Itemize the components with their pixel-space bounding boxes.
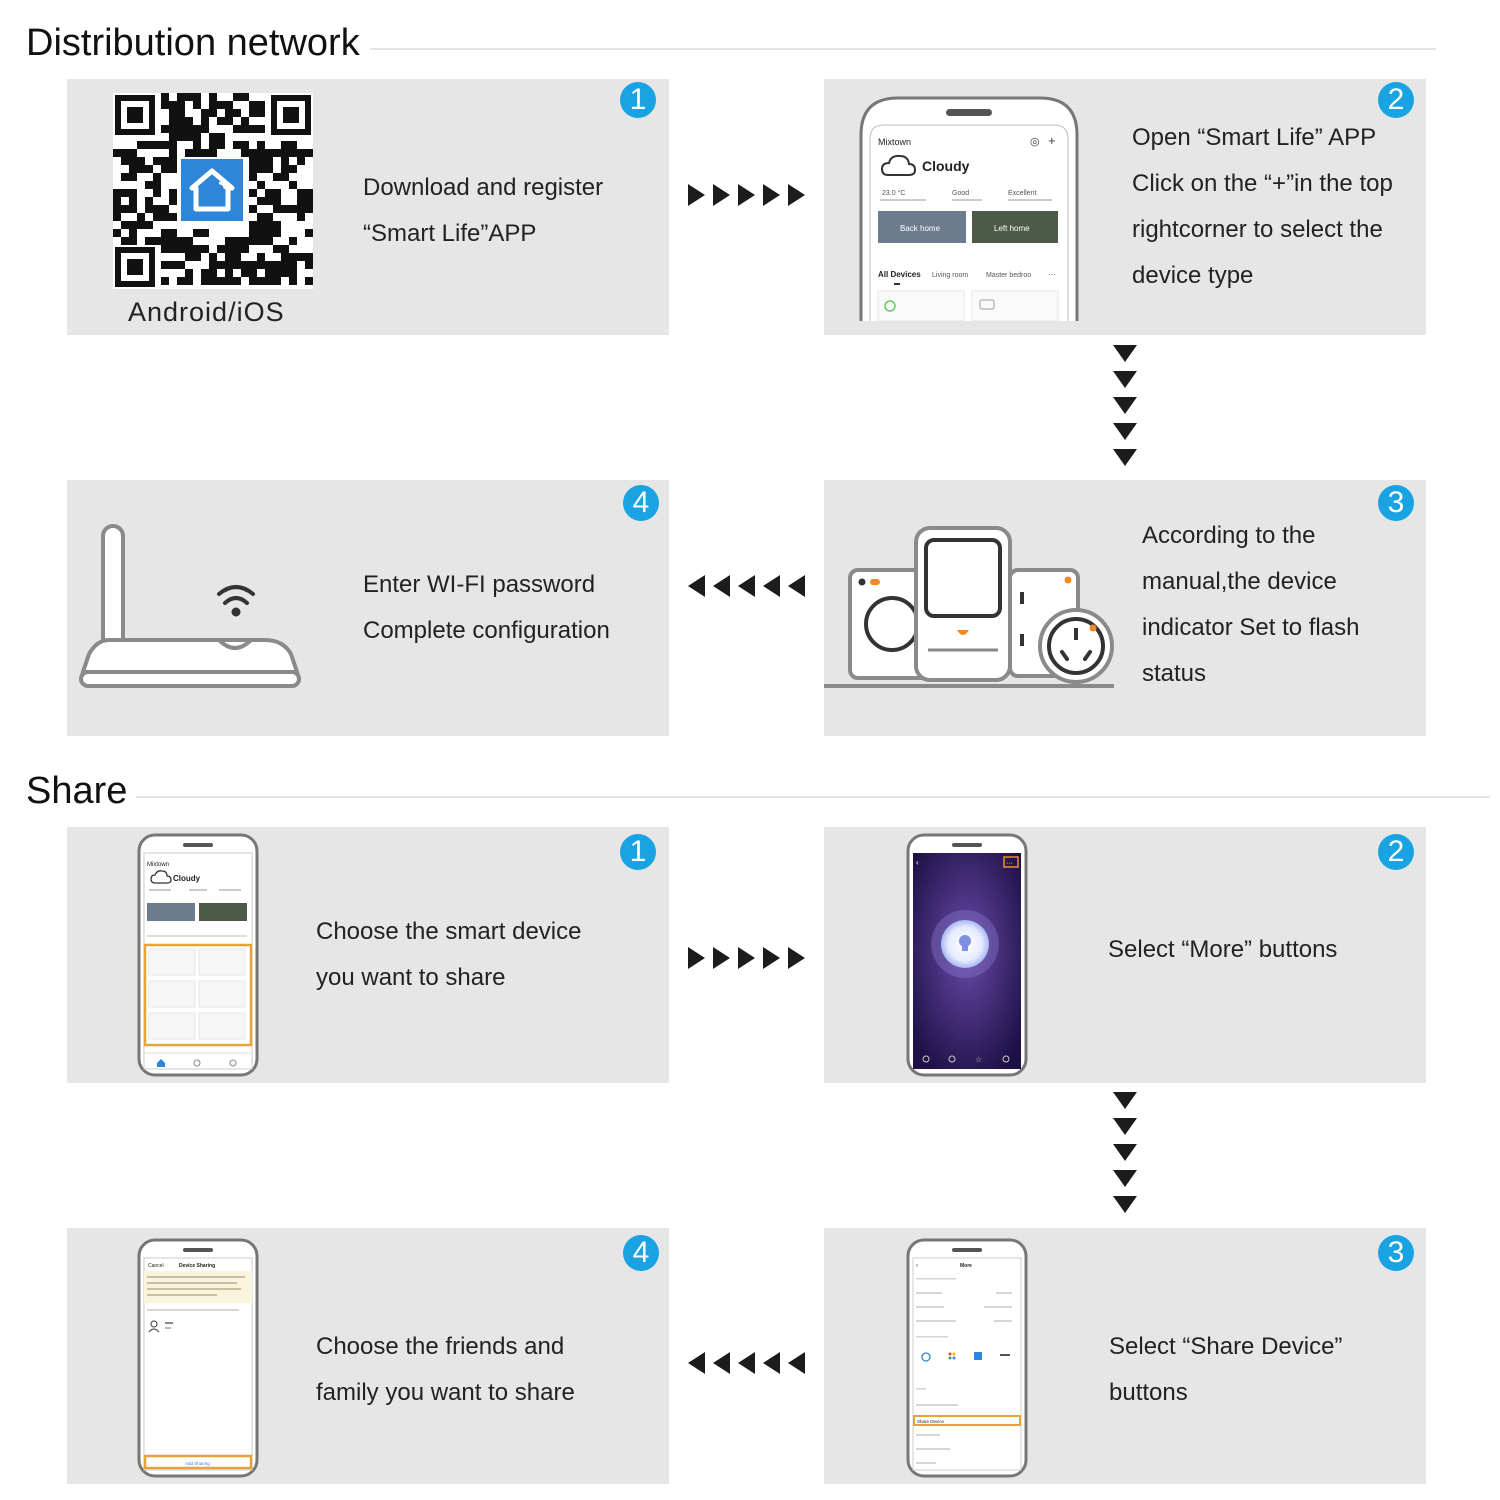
svg-text:Living room: Living room [932, 272, 969, 279]
step-number-badge: 1 [620, 82, 656, 118]
step-instructions: Download and register “Smart Life”APP [363, 174, 604, 247]
step-number-badge: 2 [1378, 834, 1414, 870]
step-number-badge: 4 [623, 1235, 659, 1271]
smart-appliances-icon [824, 524, 1120, 692]
svg-text:Left home: Left home [994, 224, 1030, 233]
svg-text:Device Sharing: Device Sharing [179, 1263, 216, 1269]
svg-text:+: + [1048, 133, 1056, 148]
distribution-step-1-panel [67, 79, 669, 335]
phone-home-screen [858, 95, 1080, 321]
svg-text:Cancel: Cancel [148, 1263, 164, 1269]
svg-text:☆: ☆ [975, 1055, 983, 1064]
share-step-4-panel [67, 1228, 669, 1484]
arrow-down [1113, 345, 1137, 466]
wifi-icon [219, 587, 253, 615]
step-instructions: Select “More” buttons [1108, 936, 1338, 963]
phone-device-list [137, 833, 259, 1077]
svg-text:‹: ‹ [916, 1263, 918, 1269]
arrow-right [688, 184, 805, 206]
svg-text:More: More [960, 1263, 972, 1269]
arrow-left [688, 1352, 805, 1374]
share-step-1-panel [67, 827, 669, 1083]
share-step-3-panel [824, 1228, 1426, 1484]
svg-text:Cloudy: Cloudy [173, 874, 201, 883]
section-title-distribution: Distribution network [26, 22, 360, 64]
svg-text:Share Device: Share Device [917, 1419, 945, 1424]
distribution-step-2-panel [824, 79, 1426, 335]
step-number-badge: 2 [1378, 82, 1414, 118]
phone-more-menu [906, 1238, 1028, 1478]
step-number-badge: 3 [1378, 1235, 1414, 1271]
socket-icon [1040, 610, 1112, 682]
svg-text:‹: ‹ [916, 858, 919, 867]
router-icon [79, 522, 315, 692]
distribution-step-3-panel [824, 480, 1426, 736]
step-instructions: According to the manual,the device indicator Set to flash status [1142, 522, 1360, 687]
svg-text:Master bedroo: Master bedroo [986, 272, 1032, 279]
arrow-down [1113, 1092, 1137, 1213]
qr-platform-label: Android/iOS [128, 297, 285, 327]
step-number-badge: 3 [1378, 485, 1414, 521]
svg-text:Good: Good [952, 190, 970, 197]
phone-device-control [906, 833, 1028, 1077]
svg-text:Excellent: Excellent [1008, 190, 1037, 197]
svg-text:···: ··· [1006, 860, 1013, 867]
step-instructions: Choose the smart device you want to share [316, 918, 582, 991]
step-instructions: Enter WI-FI password Complete configuration [363, 571, 610, 644]
arrow-right [688, 947, 805, 969]
distribution-step-4-panel [67, 480, 669, 736]
svg-text:All Devices: All Devices [878, 270, 921, 279]
step-number-badge: 4 [623, 485, 659, 521]
arrow-left [688, 575, 805, 597]
svg-text:···: ··· [1048, 270, 1056, 279]
svg-text:23.0 °C: 23.0 °C [882, 190, 906, 197]
share-step-2-panel [824, 827, 1426, 1083]
svg-text:Mixtown: Mixtown [878, 137, 912, 147]
section-divider [136, 796, 1490, 798]
svg-text:Add Sharing: Add Sharing [185, 1461, 210, 1466]
section-title-share: Share [26, 770, 128, 812]
section-divider [370, 48, 1436, 50]
phone-device-sharing [137, 1238, 259, 1478]
step-number-badge: 1 [620, 834, 656, 870]
svg-text:Mixtown: Mixtown [147, 862, 170, 868]
step-instructions: Select “Share Device” buttons [1109, 1333, 1343, 1406]
qr-code-icon [113, 93, 313, 289]
svg-text:Back home: Back home [900, 224, 941, 233]
svg-text:Cloudy: Cloudy [922, 158, 970, 174]
step-instructions: Open “Smart Life” APP Click on the “+”in the top rightcorner to select the device type [1132, 124, 1393, 289]
step-instructions: Choose the friends and family you want to share [316, 1333, 575, 1406]
svg-text:◎: ◎ [1030, 136, 1040, 148]
